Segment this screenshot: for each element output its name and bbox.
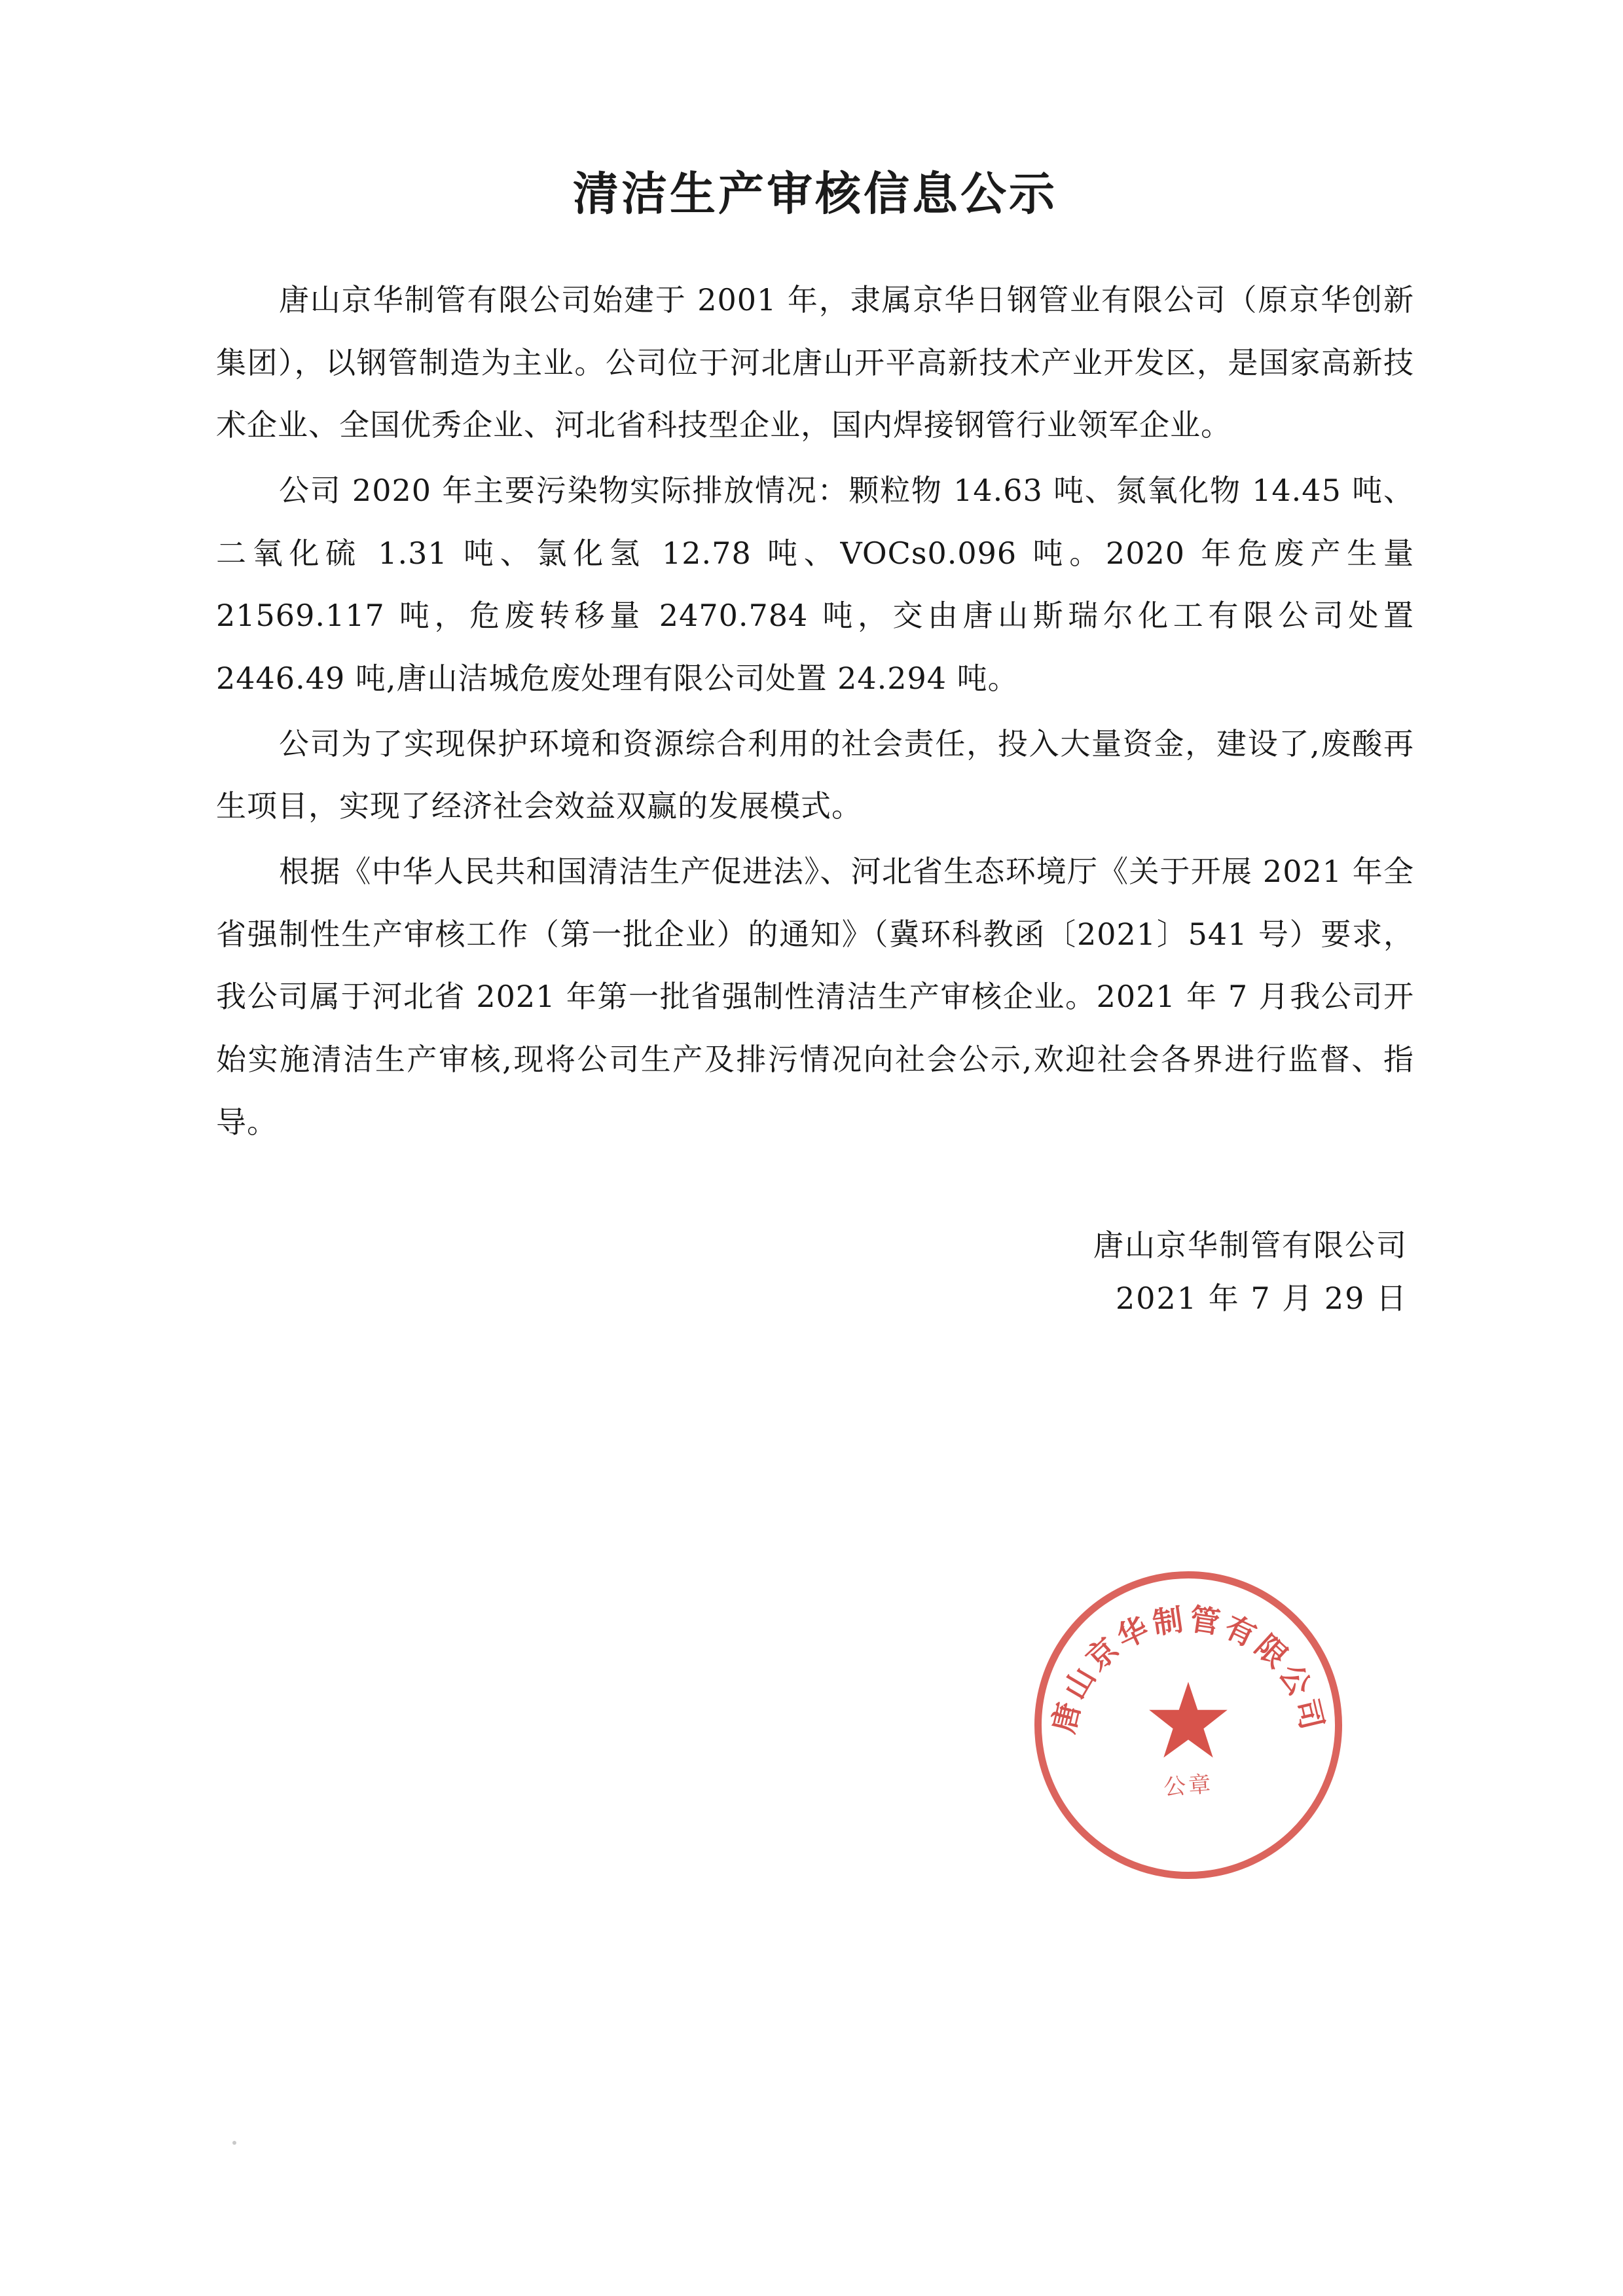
signature-date: 2021 年 7 月 29 日	[1116, 1280, 1408, 1316]
seal-top-text: 唐山京华制管有限公司	[1045, 1601, 1332, 1737]
paragraph-emissions-data: 公司 2020 年主要污染物实际排放情况：颗粒物 14.63 吨、氮氧化物 14.45 吨、二氧化硫 1.31 吨、氯化氢 12.78 吨、VOCs0.096 吨。2020 年危废产生量 21569.117 吨，危废转移量 2470.784 吨，交由唐山斯瑞尔化工有限公司处置 2446.49 吨,唐山洁城危废处理有限公司处置 24.294 吨。	[216, 473, 1414, 697]
paragraph-environment-investment: 公司为了实现保护环境和资源综合利用的社会责任，投入大量资金，建设了,废酸再生项目，实现了经济社会效益双赢的发展模式。	[216, 725, 1414, 824]
page-title: 清洁生产审核信息公示	[573, 166, 1057, 221]
paragraph-company-intro: 唐山京华制管有限公司始建于 2001 年，隶属京华日钢管业有限公司（原京华创新集团），以钢管制造为主业。公司位于河北唐山开平高新技术产业开发区，是国家高新技术企业、全国优秀企业、河北省科技型企业，国内焊接钢管行业领军企业。	[216, 282, 1414, 443]
seal-bottom-text: 公章	[1162, 1771, 1214, 1801]
paper-speck	[232, 2141, 236, 2145]
signature-company-name: 唐山京华制管有限公司	[1093, 1228, 1408, 1264]
document-body	[216, 164, 1414, 1324]
paragraph-regulation-basis: 根据《中华人民共和国清洁生产促进法》、河北省生态环境厅《关于开展 2021 年全省强制性生产审核工作（第一批企业）的通知》（冀环科教函〔2021〕541 号）要求，我公司属于河北省 2021 年第一批省强制性清洁生产审核企业。2021 年 7 月我公司开始实施清洁生产审核,现将公司生产及排污情况向社会公示,欢迎社会各界进行监督、指导。	[216, 854, 1414, 1140]
signature-block	[216, 1219, 1414, 1324]
